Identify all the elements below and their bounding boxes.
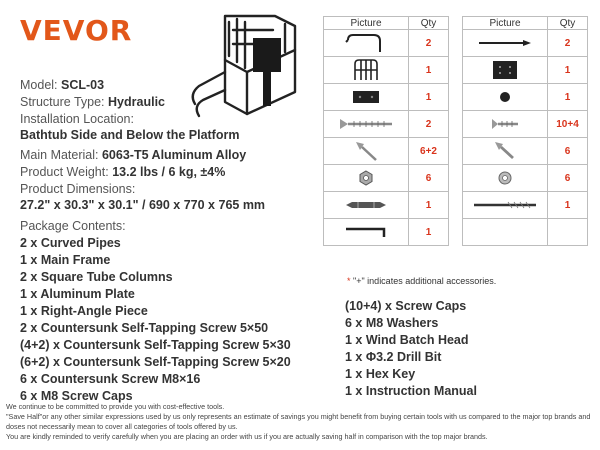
long-screw-icon xyxy=(338,117,394,131)
package-item: 1 x Right-Angle Piece xyxy=(20,304,148,318)
spec-install-label xyxy=(20,112,134,127)
package-item: (10+4) x Screw Caps xyxy=(345,299,467,313)
spec-structure-value: Hydraulic xyxy=(108,95,165,109)
spec-material xyxy=(20,148,246,163)
spec-model-value: SCL-03 xyxy=(61,78,105,92)
note-star: * xyxy=(347,276,351,286)
table-row xyxy=(324,138,588,165)
note-text: "+" indicates additional accessories. xyxy=(353,276,497,286)
col-qty-left: Qty xyxy=(409,17,449,30)
qty-value: 6 xyxy=(548,165,588,192)
hex-key-icon xyxy=(344,225,388,239)
package-item: 2 x Square Tube Columns xyxy=(20,270,173,284)
package-contents-continued xyxy=(345,298,477,400)
package-item: 6 x M8 Washers xyxy=(345,316,439,330)
screw-cap-icon xyxy=(499,91,511,103)
package-item: 1 x Main Frame xyxy=(20,253,111,267)
spec-material-value: 6063-T5 Aluminum Alloy xyxy=(101,148,247,162)
spec-structure xyxy=(20,95,165,110)
aluminum-plate-icon xyxy=(492,60,518,80)
spec-dimensions-label xyxy=(20,182,135,197)
spec-model-label: Model: xyxy=(20,78,58,92)
table-row xyxy=(324,84,588,111)
disclaimer xyxy=(6,402,596,442)
spec-dimensions-label-text: Product Dimensions: xyxy=(20,182,136,196)
spec-material-label: Main Material: xyxy=(20,148,99,162)
screw-icon xyxy=(490,117,520,131)
qty-value: 2 xyxy=(409,111,449,138)
package-item: 2 x Curved Pipes xyxy=(20,236,121,250)
spec-weight-label: Product Weight: xyxy=(20,165,109,179)
spec-weight xyxy=(20,165,225,180)
qty-value: 6 xyxy=(409,165,449,192)
drill-bit-icon xyxy=(472,201,538,209)
qty-value: 1 xyxy=(548,57,588,84)
table-row xyxy=(324,30,588,57)
package-item: 6 x Countersunk Screw M8×16 xyxy=(20,372,201,386)
qty-value: 1 xyxy=(409,219,449,246)
brand-logo: VEVOR xyxy=(20,14,133,47)
disclaimer-line: We continue to be committed to provide you with cost-effective tools. xyxy=(6,402,225,411)
empty-cell xyxy=(548,219,588,246)
table-row xyxy=(324,219,588,246)
qty-value: 2 xyxy=(548,30,588,57)
bit-head-icon xyxy=(344,200,388,210)
package-heading: Package Contents: xyxy=(20,219,126,233)
right-angle-piece-icon xyxy=(352,89,380,105)
empty-cell xyxy=(463,219,548,246)
countersunk-screw-icon xyxy=(493,140,517,162)
spec-dimensions-value xyxy=(20,198,265,213)
qty-value: 1 xyxy=(409,84,449,111)
spec-install-label-text: Installation Location: xyxy=(20,112,134,126)
main-frame-icon xyxy=(351,58,381,82)
package-contents xyxy=(20,218,291,405)
spec-dimensions-value-text: 27.2" x 30.3" x 30.1" / 690 x 770 x 765 mm xyxy=(20,198,266,212)
package-item: 1 x Instruction Manual xyxy=(345,384,477,398)
package-item: 2 x Countersunk Self-Tapping Screw 5×50 xyxy=(20,321,269,335)
package-item: 1 x Φ3.2 Drill Bit xyxy=(345,350,442,364)
spec-model xyxy=(20,78,104,93)
product-image xyxy=(185,10,310,130)
parts-table xyxy=(323,16,588,246)
package-item: (4+2) x Countersunk Self-Tapping Screw 5×30 xyxy=(20,338,291,352)
qty-value: 1 xyxy=(409,57,449,84)
qty-value: 10+4 xyxy=(548,111,588,138)
table-row xyxy=(324,111,588,138)
table-gap xyxy=(449,17,463,30)
qty-value: 1 xyxy=(409,192,449,219)
washer-icon xyxy=(498,171,512,185)
table-row xyxy=(324,165,588,192)
curved-pipe-icon xyxy=(344,32,388,54)
qty-value: 6 xyxy=(548,138,588,165)
table-row xyxy=(324,192,588,219)
self-tapping-screw-icon xyxy=(354,140,378,162)
qty-value: 6+2 xyxy=(409,138,449,165)
col-picture-right: Picture xyxy=(463,17,548,30)
square-tube-icon xyxy=(475,37,535,49)
spec-weight-value: 13.2 lbs / 6 kg, ±4% xyxy=(112,165,226,179)
package-item: (6+2) x Countersunk Self-Tapping Screw 5×20 xyxy=(20,355,291,369)
disclaimer-line: "Save Half"or any other similar expressions used by us only represents an estimate of savings you might benefit from buying certain tools with us compared to the major top brands and doses not necessarily mean to cover all categories of tools offered by us. xyxy=(6,412,591,431)
spec-install-value-text: Bathtub Side and Below the Platform xyxy=(20,128,240,142)
nut-icon xyxy=(358,170,374,186)
qty-value: 1 xyxy=(548,192,588,219)
package-item: 1 x Wind Batch Head xyxy=(345,333,469,347)
qty-value: 1 xyxy=(548,84,588,111)
disclaimer-line: You are kindly reminded to verify carefully when you are placing an order with us if you are actually saving half in comparison with the top major brands. xyxy=(6,432,488,441)
spec-structure-label: Structure Type: xyxy=(20,95,105,109)
qty-value: 2 xyxy=(409,30,449,57)
col-qty-right: Qty xyxy=(548,17,588,30)
package-item: 1 x Hex Key xyxy=(345,367,416,381)
package-item: 1 x Aluminum Plate xyxy=(20,287,135,301)
accessory-note xyxy=(347,276,496,286)
package-item: 6 x M8 Screw Caps xyxy=(20,389,133,403)
table-row xyxy=(324,57,588,84)
col-picture-left: Picture xyxy=(324,17,409,30)
spec-install-value xyxy=(20,128,239,143)
